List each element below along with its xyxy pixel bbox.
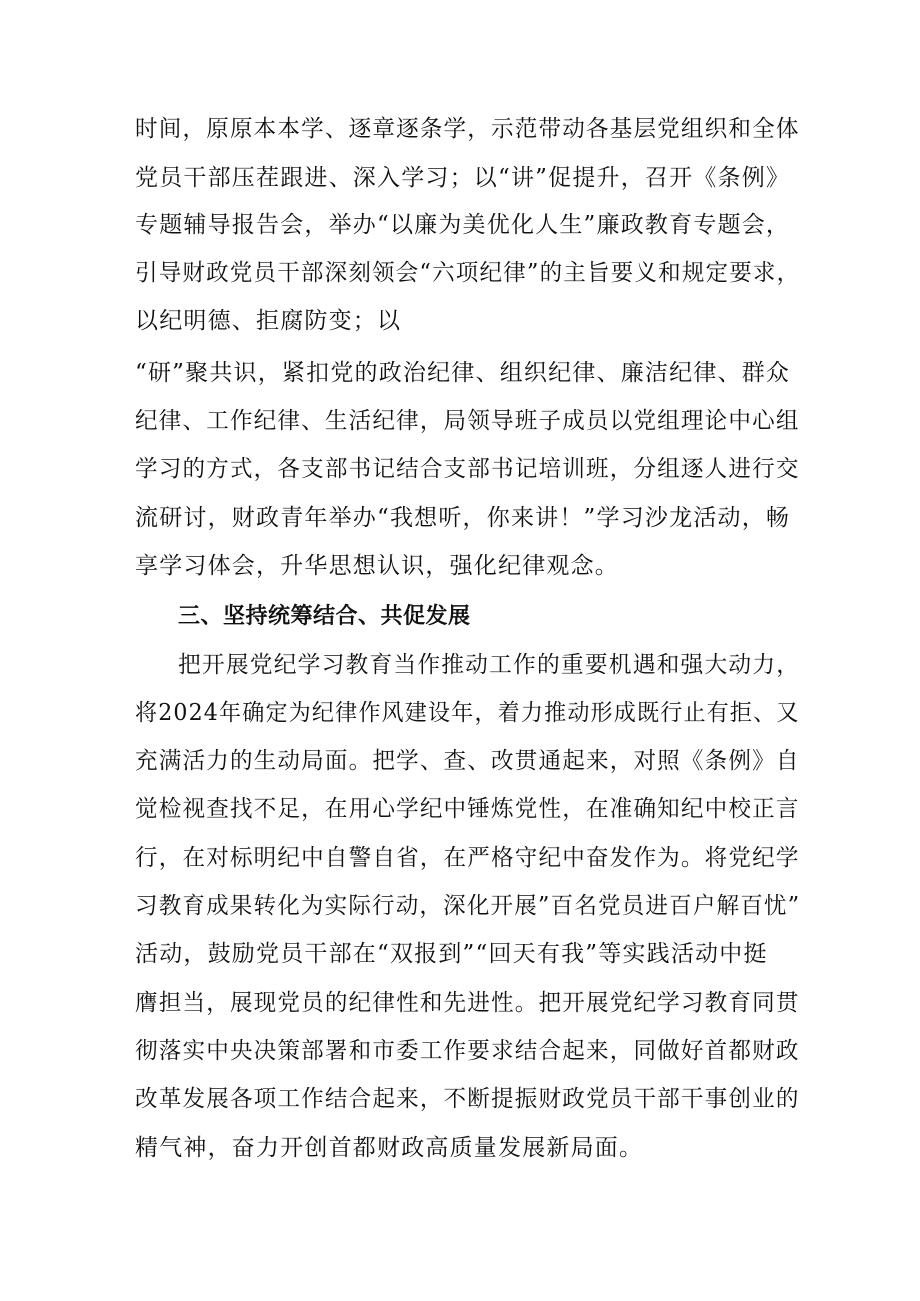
- section-heading: 三、坚持统筹结合、共促发展: [178, 604, 471, 629]
- paragraph-1-line-3: 专题辅导报告会，举办“以廉为美优化人生”廉政教育专题会，: [135, 212, 791, 238]
- paragraph-2-line-4: 流研讨，财政青年举办“我想听，你来讲！”学习沙龙活动，畅: [135, 505, 791, 531]
- paragraph-1-line-4: 引导财政党员干部深刻领会“六项纪律”的主旨要义和规定要求，: [135, 260, 801, 286]
- paragraph-3-line-11: 精气神，奋力开创首都财政高质量发展新局面。: [135, 1135, 644, 1161]
- paragraph-2-line-5: 享学习体会，升华思想认识，强化纪律观念。: [135, 553, 619, 579]
- paragraph-2-line-3: 学习的方式，各支部书记结合支部书记培训班，分组逐人进行交: [135, 456, 800, 482]
- paragraph-3-line-6: 习教育成果转化为实际行动，深化开展”百名党员进百户解百忧”: [135, 893, 801, 919]
- paragraph-3-line-5: 行，在对标明纪中自警自省，在严格守纪中奋发作为。将党纪学: [135, 845, 800, 871]
- paragraph-3-line-10: 改革发展各项工作结合起来，不断提振财政党员干部干事创业的: [135, 1086, 800, 1112]
- paragraph-1-line-1: 时间，原原本本学、逐章逐条学，示范带动各基层党组织和全体: [135, 116, 800, 142]
- paragraph-1-line-5: 以纪明德、拒腐防变；以: [135, 308, 402, 334]
- paragraph-3-line-4: 觉检视查找不足，在用心学纪中锤炼党性，在准确知纪中校正言: [135, 796, 800, 822]
- paragraph-3-line-7: 活动，鼓励党员干部在“双报到”“回天有我”等实践活动中挺: [135, 941, 768, 967]
- paragraph-2-line-1: “研”聚共识，紧扣党的政治纪律、组织纪律、廉洁纪律、群众: [135, 360, 791, 386]
- paragraph-3-line-2: 将2024年确定为纪律作风建设年，着力推动形成既行止有拒、又: [135, 700, 800, 726]
- paragraph-3-line-9: 彻落实中央决策部署和市委工作要求结合起来，同做好首都财政: [135, 1038, 800, 1064]
- paragraph-2-line-2: 纪律、工作纪律、生活纪律，局领导班子成员以党组理论中心组: [135, 408, 800, 434]
- paragraph-1-line-2: 党员干部压茬跟进、深入学习；以“讲”促提升，召开《条例》: [135, 165, 791, 191]
- paragraph-3-line-1: 把开展党纪学习教育当作推动工作的重要机遇和强大动力，: [178, 652, 801, 678]
- paragraph-3-line-3: 充满活力的生动局面。把学、查、改贯通起来，对照《条例》自: [135, 748, 800, 774]
- paragraph-3-line-8: 膺担当，展现党员的纪律性和先进性。把开展党纪学习教育同贯: [135, 990, 800, 1016]
